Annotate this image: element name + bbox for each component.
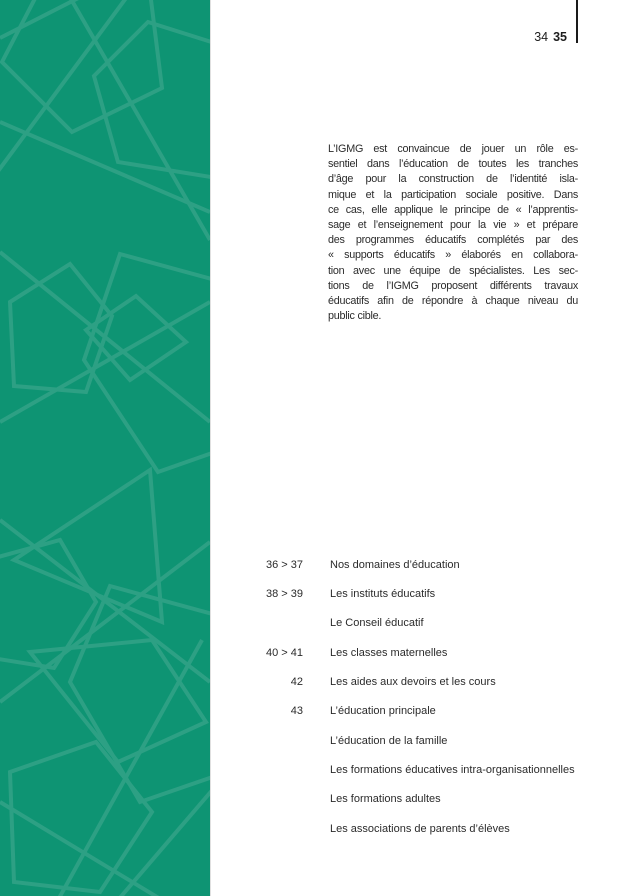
toc-entry-label[interactable]: Les associations de parents d’élèves — [330, 822, 510, 835]
toc-page-range: 42 — [290, 676, 303, 689]
toc-entry-label[interactable]: Les classes maternelles — [330, 646, 448, 659]
paragraph-line: public cible. — [328, 310, 382, 323]
page-header — [534, 31, 567, 44]
toc-row[interactable] — [255, 726, 605, 755]
header-rule — [576, 0, 578, 43]
islamic-geometric-pattern — [0, 0, 210, 896]
toc-row[interactable] — [255, 609, 605, 638]
toc-page-range: 43 — [290, 705, 303, 718]
paragraph-line: « supports éducatifs » élaborés en collabora- — [328, 249, 578, 262]
table-of-contents — [255, 550, 605, 843]
paragraph-line: des programmes éducatifs complétés par des — [328, 234, 578, 247]
toc-page-range: 40 > 41 — [265, 646, 303, 659]
paragraph-line: sage et l’enseignement pour la vie » et prépare — [328, 218, 578, 231]
paragraph-line: sentiel dans l’éducation de toutes les tranches — [328, 158, 578, 171]
toc-entry-label[interactable]: L’éducation principale — [330, 705, 436, 718]
toc-entry-label[interactable]: Les formations adultes — [330, 793, 441, 806]
paragraph-line: d’âge pour la construction de l’identité isla- — [328, 173, 578, 186]
toc-row[interactable] — [255, 814, 605, 843]
toc-page-range: 36 > 37 — [265, 558, 303, 571]
intro-paragraph — [328, 142, 578, 324]
toc-row[interactable] — [255, 638, 605, 667]
toc-entry-label[interactable]: Les formations éducatives intra-organisationnelles — [330, 764, 575, 777]
toc-row[interactable] — [255, 550, 605, 579]
toc-entry-label[interactable]: L’éducation de la famille — [330, 734, 448, 747]
paragraph-line: mique et la participation sociale positive. Dans — [328, 188, 578, 201]
toc-row[interactable] — [255, 785, 605, 814]
toc-entry-label[interactable]: Les instituts éducatifs — [330, 588, 436, 601]
paragraph-line: tions de l’IGMG proposent différents travaux — [328, 279, 578, 292]
page-number-left: 34 — [534, 30, 549, 44]
toc-row[interactable] — [255, 697, 605, 726]
toc-row[interactable] — [255, 579, 605, 608]
toc-row[interactable] — [255, 667, 605, 696]
paragraph-line: ce cas, elle applique le principe de « l’apprentis- — [328, 203, 578, 216]
toc-row[interactable] — [255, 755, 605, 784]
toc-entry-label[interactable]: Nos domaines d’éducation — [330, 558, 460, 571]
paragraph-line: éducatifs afin de répondre à chaque niveau du — [328, 294, 578, 307]
page-number-right: 35 — [553, 30, 567, 44]
toc-entry-label[interactable]: Le Conseil éducatif — [330, 617, 424, 630]
toc-entry-label[interactable]: Les aides aux devoirs et les cours — [330, 676, 496, 689]
paragraph-line: tion avec une équipe de spécialistes. Les sec- — [328, 264, 578, 277]
decorative-left-panel — [0, 0, 210, 896]
paragraph-line: L’IGMG est convaincue de jouer un rôle es- — [328, 143, 578, 155]
toc-page-range: 38 > 39 — [265, 588, 303, 601]
